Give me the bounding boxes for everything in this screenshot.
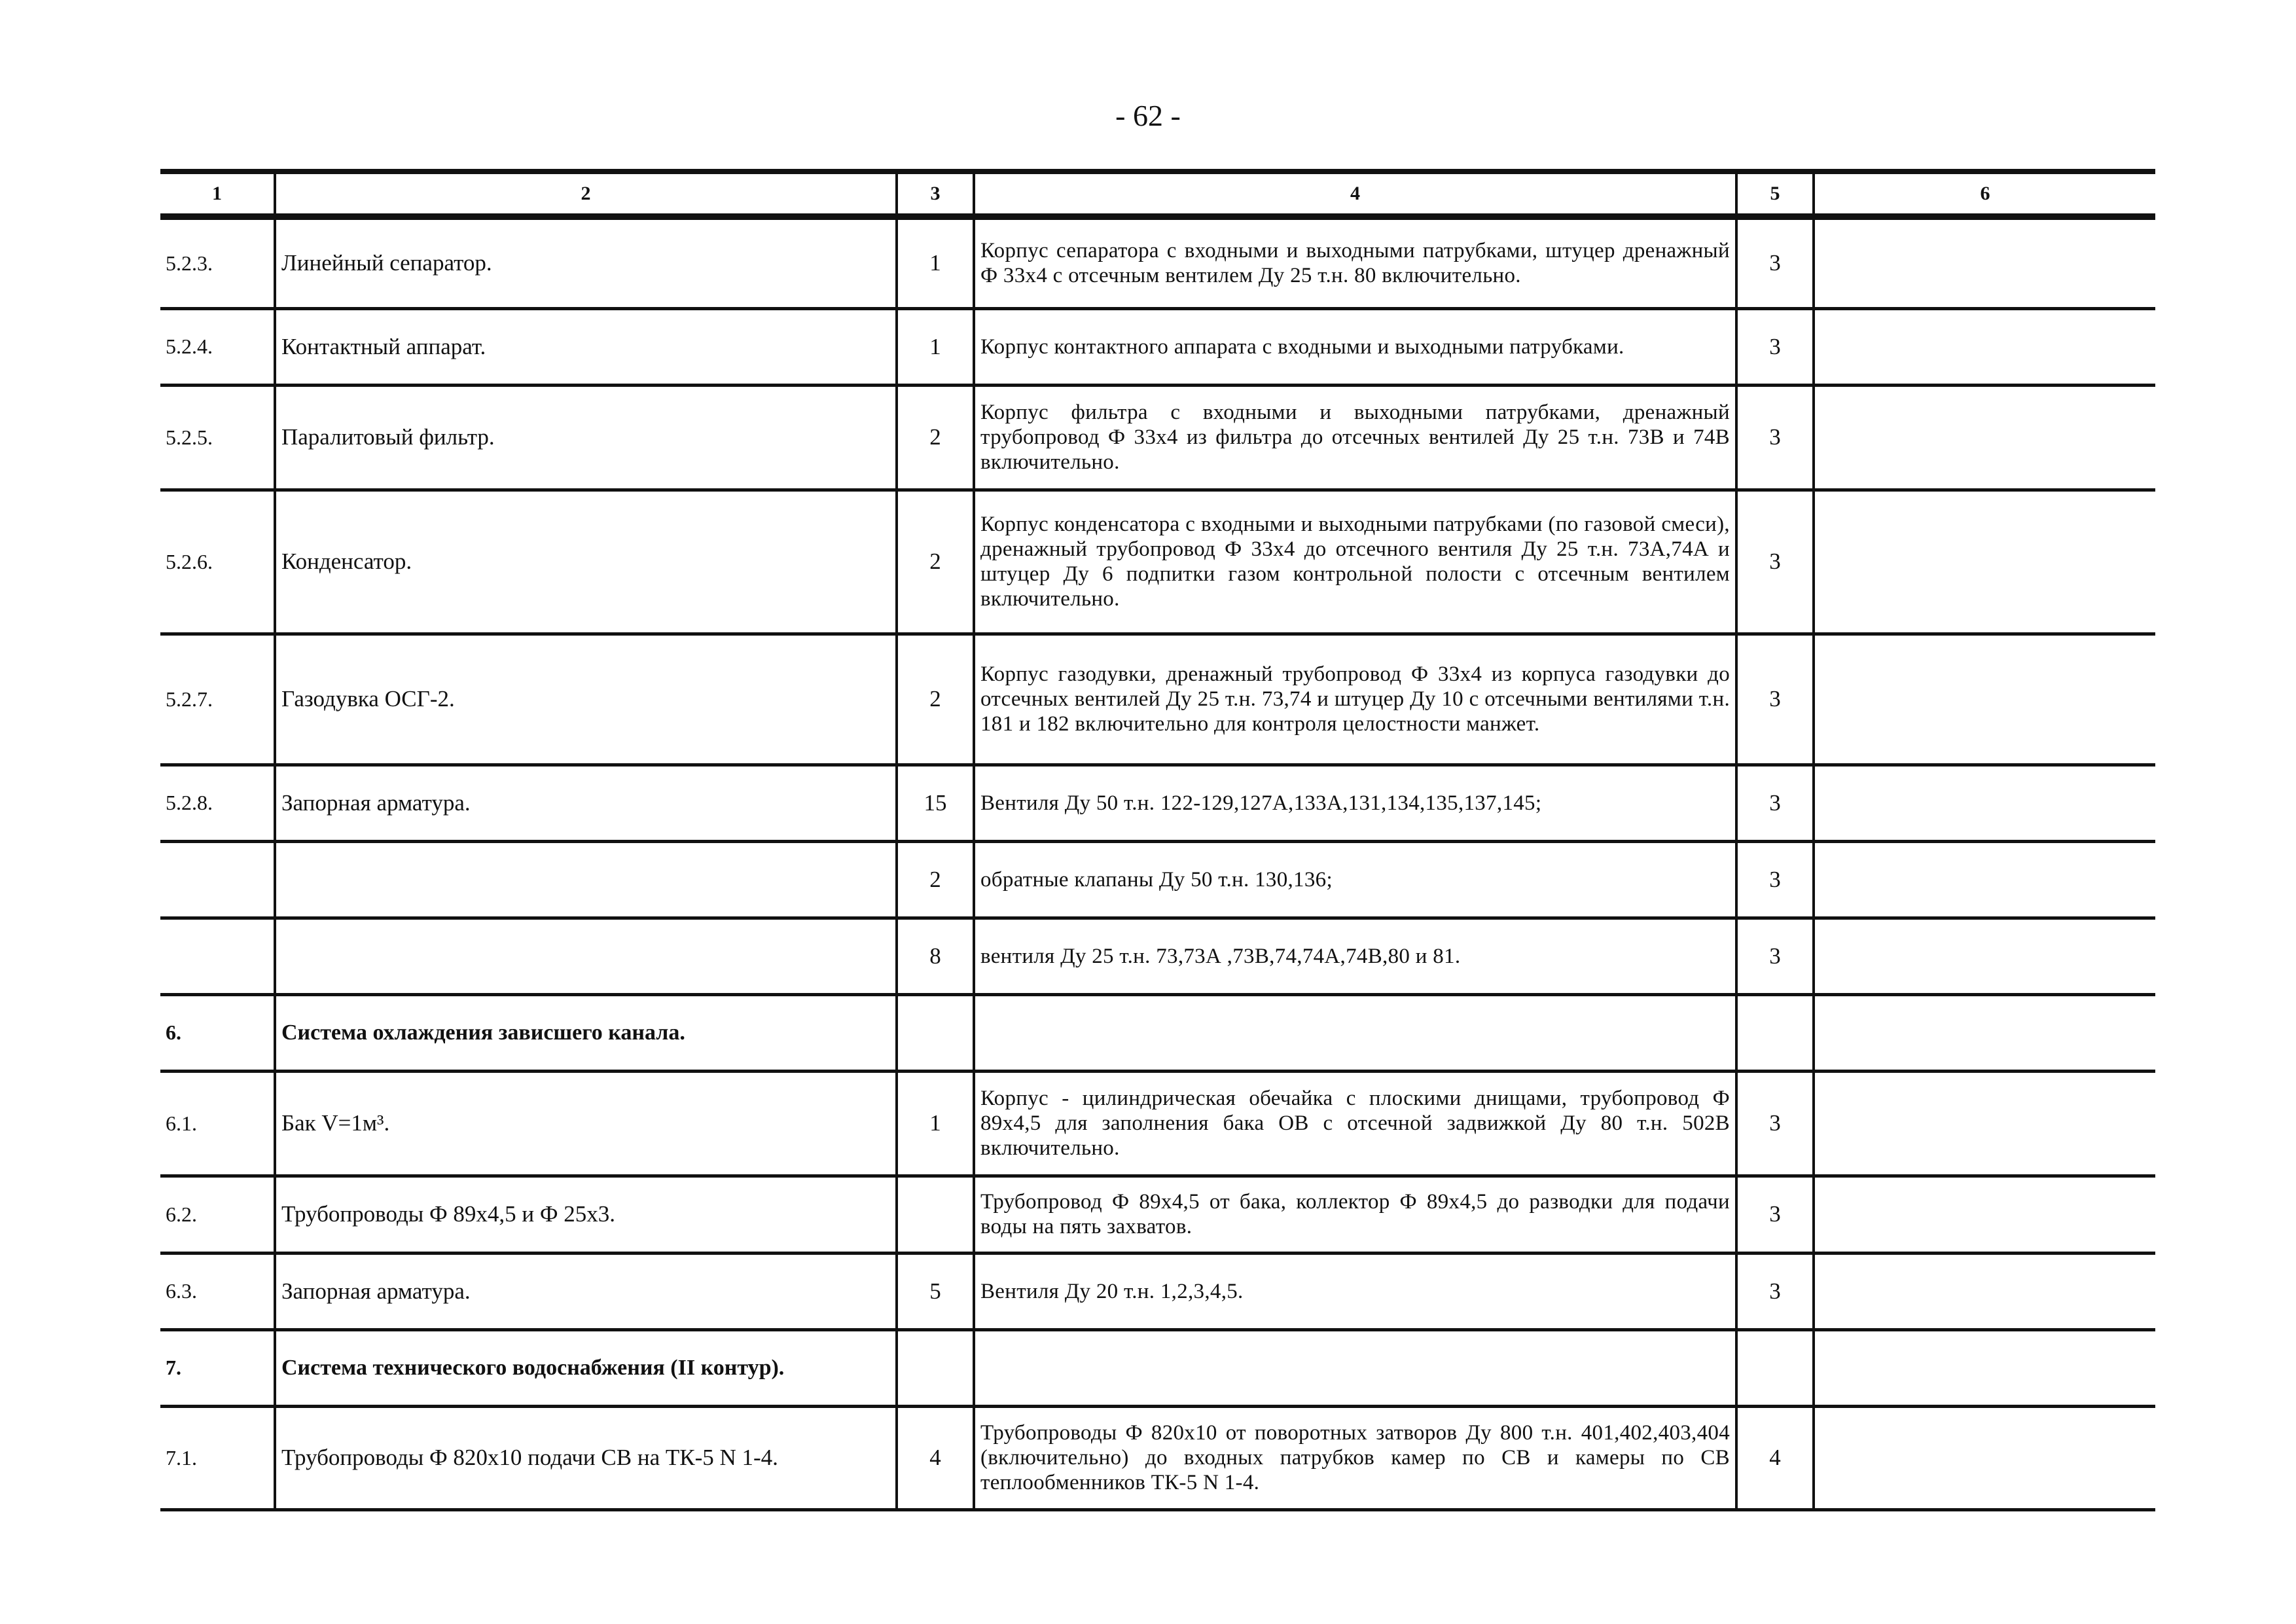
table-row: [160, 385, 2155, 490]
item-category: 3: [1736, 634, 1814, 765]
item-note: [1814, 994, 2155, 1071]
item-note: [1814, 1253, 2155, 1329]
table-row: [160, 490, 2155, 634]
item-quantity: 8: [897, 918, 974, 994]
item-category: 4: [1736, 1406, 1814, 1509]
item-quantity: 2: [897, 841, 974, 918]
page-number: - 62 -: [1115, 99, 1181, 132]
item-description: Корпус фильтра с входными и выходными патрубками, дренажный трубопровод Ф 33х4 из фильтра до отсечных вентилей Ду 25 т.н. 73В и 74В включительно.: [974, 385, 1736, 490]
column-header-5: 5: [1736, 171, 1814, 217]
section-row: [160, 994, 2155, 1071]
item-description: Корпус конденсатора с входными и выходными патрубками (по газовой смеси), дренажный трубопровод Ф 33х4 до отсечного вентиля Ду 25 т.н. 73А,74А и штуцер Ду 6 подпитки газом контрольной полости с отсечным вентилем включительно.: [974, 490, 1736, 634]
item-note: [1814, 490, 2155, 634]
item-name: Запорная арматура.: [275, 1253, 897, 1329]
section-title: Система технического водоснабжения (II контур).: [275, 1329, 897, 1406]
item-description: вентиля Ду 25 т.н. 73,73А ,73В,74,74А,74В,80 и 81.: [974, 918, 1736, 994]
item-name: Трубопроводы Ф 820х10 подачи СВ на ТК-5 N 1-4.: [275, 1406, 897, 1509]
item-quantity: 15: [897, 765, 974, 841]
section-number: 6.: [160, 994, 275, 1071]
item-note: [1814, 1176, 2155, 1253]
item-number: 5.2.4.: [160, 308, 275, 385]
item-number: 5.2.8.: [160, 765, 275, 841]
item-note: [1814, 308, 2155, 385]
column-header-4: 4: [974, 171, 1736, 217]
item-number: 5.2.7.: [160, 634, 275, 765]
item-number: [160, 841, 275, 918]
item-quantity: 2: [897, 490, 974, 634]
table-row: [160, 1176, 2155, 1253]
item-quantity: 2: [897, 385, 974, 490]
item-category: 3: [1736, 385, 1814, 490]
item-note: [1814, 1329, 2155, 1406]
item-category: 3: [1736, 765, 1814, 841]
item-number: [160, 918, 275, 994]
item-name: Запорная арматура.: [275, 765, 897, 841]
item-description: Вентиля Ду 20 т.н. 1,2,3,4,5.: [974, 1253, 1736, 1329]
item-quantity: [897, 1329, 974, 1406]
item-category: [1736, 994, 1814, 1071]
item-name: Конденсатор.: [275, 490, 897, 634]
specification-table: [160, 169, 2155, 1511]
item-category: 3: [1736, 490, 1814, 634]
item-description: Вентиля Ду 50 т.н. 122-129,127А,133А,131,134,135,137,145;: [974, 765, 1736, 841]
table-row: [160, 1406, 2155, 1509]
item-category: 3: [1736, 918, 1814, 994]
item-category: 3: [1736, 1071, 1814, 1176]
item-description: Корпус сепаратора с входными и выходными патрубками, штуцер дренажный Ф 33х4 с отсечным вентилем Ду 25 т.н. 80 включительно.: [974, 217, 1736, 308]
item-name: Газодувка ОСГ-2.: [275, 634, 897, 765]
item-number: 5.2.3.: [160, 217, 275, 308]
item-description: обратные клапаны Ду 50 т.н. 130,136;: [974, 841, 1736, 918]
item-category: 3: [1736, 1176, 1814, 1253]
item-quantity: 2: [897, 634, 974, 765]
item-quantity: [897, 1176, 974, 1253]
item-quantity: 1: [897, 308, 974, 385]
item-number: 6.3.: [160, 1253, 275, 1329]
column-header-3: 3: [897, 171, 974, 217]
item-quantity: 4: [897, 1406, 974, 1509]
table-row: [160, 308, 2155, 385]
item-category: 3: [1736, 1253, 1814, 1329]
item-name: [275, 841, 897, 918]
table-row: [160, 1071, 2155, 1176]
section-title: Система охлаждения зависшего канала.: [275, 994, 897, 1071]
item-name: Контактный аппарат.: [275, 308, 897, 385]
item-quantity: 1: [897, 217, 974, 308]
item-description: [974, 1329, 1736, 1406]
item-name: Бак V=1м³.: [275, 1071, 897, 1176]
item-note: [1814, 634, 2155, 765]
item-note: [1814, 217, 2155, 308]
table-header-row: [160, 171, 2155, 217]
column-header-2: 2: [275, 171, 897, 217]
item-number: 5.2.6.: [160, 490, 275, 634]
item-name: Линейный сепаратор.: [275, 217, 897, 308]
item-name: Паралитовый фильтр.: [275, 385, 897, 490]
item-note: [1814, 1406, 2155, 1509]
item-number: 7.1.: [160, 1406, 275, 1509]
item-note: [1814, 1071, 2155, 1176]
table-row: [160, 841, 2155, 918]
table-row: [160, 634, 2155, 765]
item-note: [1814, 841, 2155, 918]
item-note: [1814, 765, 2155, 841]
item-description: Трубопроводы Ф 820х10 от поворотных затворов Ду 800 т.н. 401,402,403,404 (включительно) до входных патрубков камер по СВ и камеры по СВ теплообменников ТК-5 N 1-4.: [974, 1406, 1736, 1509]
item-note: [1814, 385, 2155, 490]
table-row: [160, 1253, 2155, 1329]
section-number: 7.: [160, 1329, 275, 1406]
item-number: 6.2.: [160, 1176, 275, 1253]
item-description: Трубопровод Ф 89х4,5 от бака, коллектор Ф 89х4,5 до разводки для подачи воды на пять захватов.: [974, 1176, 1736, 1253]
item-description: Корпус контактного аппарата с входными и выходными патрубками.: [974, 308, 1736, 385]
item-description: [974, 994, 1736, 1071]
table-row: [160, 918, 2155, 994]
column-header-1: 1: [160, 171, 275, 217]
item-category: 3: [1736, 308, 1814, 385]
item-name: [275, 918, 897, 994]
item-quantity: 1: [897, 1071, 974, 1176]
section-row: [160, 1329, 2155, 1406]
item-quantity: [897, 994, 974, 1071]
item-name: Трубопроводы Ф 89х4,5 и Ф 25х3.: [275, 1176, 897, 1253]
item-quantity: 5: [897, 1253, 974, 1329]
item-category: [1736, 1329, 1814, 1406]
item-description: Корпус - цилиндрическая обечайка с плоскими днищами, трубопровод Ф 89х4,5 для заполнения бака ОВ с отсечной задвижкой Ду 80 т.н. 502В включительно.: [974, 1071, 1736, 1176]
column-header-6: 6: [1814, 171, 2155, 217]
table-row: [160, 217, 2155, 308]
table-row: [160, 765, 2155, 841]
item-number: 6.1.: [160, 1071, 275, 1176]
item-number: 5.2.5.: [160, 385, 275, 490]
item-category: 3: [1736, 841, 1814, 918]
item-category: 3: [1736, 217, 1814, 308]
item-note: [1814, 918, 2155, 994]
item-description: Корпус газодувки, дренажный трубопровод Ф 33х4 из корпуса газодувки до отсечных вентилей Ду 25 т.н. 73,74 и штуцер Ду 10 с отсечными вентилями т.н. 181 и 182 включительно для контроля целостности манжет.: [974, 634, 1736, 765]
